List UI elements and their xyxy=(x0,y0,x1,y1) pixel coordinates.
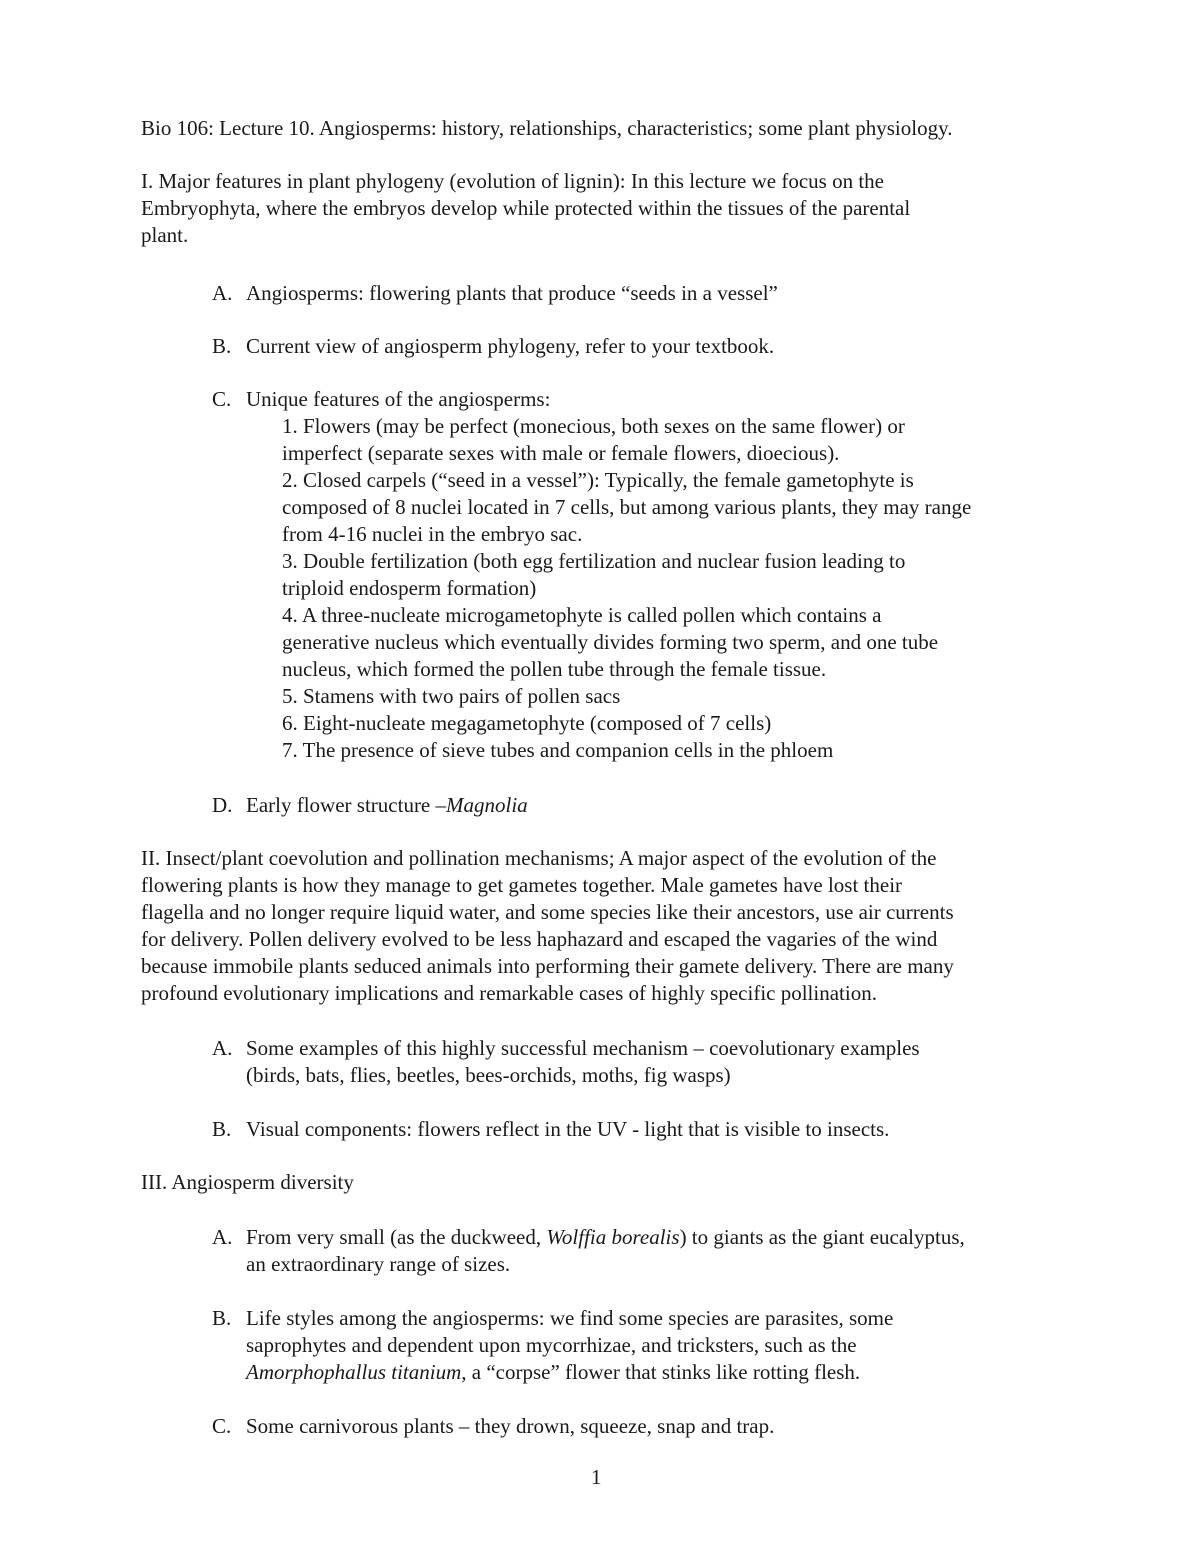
section2-line-5: because immobile plants seduced animals into performing their gamete delivery. There are many xyxy=(141,954,954,978)
section2-line-4: for delivery. Pollen delivery evolved to be less haphazard and escaped the vagaries of the wind xyxy=(141,927,938,951)
s1-c-item-line-6: 3. Double fertilization (both egg fertilization and nuclear fusion leading to xyxy=(282,549,906,573)
s2-b-label: B. xyxy=(212,1117,232,1141)
s1-b-text: Current view of angiosperm phylogeny, refer to your textbook. xyxy=(246,334,775,358)
s1-c-item-line-2: imperfect (separate sexes with male or female flowers, dioecious). xyxy=(282,441,840,465)
s3-a-line-2: an extraordinary range of sizes. xyxy=(246,1252,511,1276)
s3-a-line-1 xyxy=(246,1224,965,1251)
s1-c-item-line-5: from 4-16 nuclei in the embryo sac. xyxy=(282,522,583,546)
s1-d-text-plain: Early flower structure – xyxy=(246,793,447,817)
s3-b-post: , a “corpse” flower that stinks like rotting flesh. xyxy=(461,1360,861,1384)
s1-c-item-line-7: triploid endosperm formation) xyxy=(282,576,537,600)
s3-a-pre: From very small (as the duckweed, xyxy=(246,1225,547,1249)
s3-b-species-italic: Amorphophallus titanium xyxy=(246,1360,462,1384)
s3-b-line-3 xyxy=(246,1359,860,1386)
s1-c-item-line-12: 6. Eight-nucleate megagametophyte (composed of 7 cells) xyxy=(282,711,772,735)
s3-c-label: C. xyxy=(212,1414,232,1438)
s2-a-line-2: (birds, bats, flies, beetles, bees-orchids, moths, fig wasps) xyxy=(246,1063,731,1087)
s1-d-text xyxy=(246,792,528,819)
s2-a-line-1: Some examples of this highly successful mechanism – coevolutionary examples xyxy=(246,1036,920,1060)
s1-c-label: C. xyxy=(212,387,232,411)
s1-c-item-line-8: 4. A three-nucleate microgametophyte is called pollen which contains a xyxy=(282,603,882,627)
section2-line-6: profound evolutionary implications and remarkable cases of highly specific pollination. xyxy=(141,981,877,1005)
s2-b-text: Visual components: flowers reflect in the UV - light that is visible to insects. xyxy=(246,1117,890,1141)
s3-c-text: Some carnivorous plants – they drown, squeeze, snap and trap. xyxy=(246,1414,775,1438)
s3-b-line-2: saprophytes and dependent upon mycorrhizae, and tricksters, such as the xyxy=(246,1333,857,1357)
s1-d-text-italic: Magnolia xyxy=(446,793,528,817)
s1-c-item-line-4: composed of 8 nuclei located in 7 cells, but among various plants, they may range xyxy=(282,495,972,519)
s2-a-label: A. xyxy=(212,1036,233,1060)
s1-c-item-line-9: generative nucleus which eventually divides forming two sperm, and one tube xyxy=(282,630,939,654)
s1-c-text: Unique features of the angiosperms: xyxy=(246,387,551,411)
section2-line-3: flagella and no longer require liquid water, and some species like their ancestors, use air currents xyxy=(141,900,954,924)
document-title: Bio 106: Lecture 10. Angiosperms: history, relationships, characteristics; some plant physiology. xyxy=(141,116,953,140)
s3-a-label: A. xyxy=(212,1225,233,1249)
s3-a-species-italic: Wolffia borealis xyxy=(546,1225,680,1249)
s1-c-item-line-1: 1. Flowers (may be perfect (monecious, both sexes on the same flower) or xyxy=(282,414,905,438)
s1-c-item-line-13: 7. The presence of sieve tubes and companion cells in the phloem xyxy=(282,738,834,762)
section1-line-3: plant. xyxy=(141,223,189,247)
s3-b-line-1: Life styles among the angiosperms: we find some species are parasites, some xyxy=(246,1306,894,1330)
s1-c-item-line-11: 5. Stamens with two pairs of pollen sacs xyxy=(282,684,621,708)
s3-a-post: ) to giants as the giant eucalyptus, xyxy=(679,1225,965,1249)
section3-heading: III. Angiosperm diversity xyxy=(141,1170,354,1194)
s3-b-label: B. xyxy=(212,1306,232,1330)
s1-a-text: Angiosperms: flowering plants that produce “seeds in a vessel” xyxy=(246,281,778,305)
section1-line-1: I. Major features in plant phylogeny (evolution of lignin): In this lecture we focus on the xyxy=(141,169,884,193)
s1-c-item-line-10: nucleus, which formed the pollen tube through the female tissue. xyxy=(282,657,827,681)
s1-b-label: B. xyxy=(212,334,232,358)
s1-a-label: A. xyxy=(212,281,233,305)
page-number: 1 xyxy=(591,1465,602,1489)
s1-d-label: D. xyxy=(212,793,233,817)
section2-line-1: II. Insect/plant coevolution and pollination mechanisms; A major aspect of the evolution of the xyxy=(141,846,937,870)
section2-line-2: flowering plants is how they manage to get gametes together. Male gametes have lost their xyxy=(141,873,903,897)
section1-line-2: Embryophyta, where the embryos develop while protected within the tissues of the parental xyxy=(141,196,911,220)
s1-c-item-line-3: 2. Closed carpels (“seed in a vessel”): Typically, the female gametophyte is xyxy=(282,468,914,492)
